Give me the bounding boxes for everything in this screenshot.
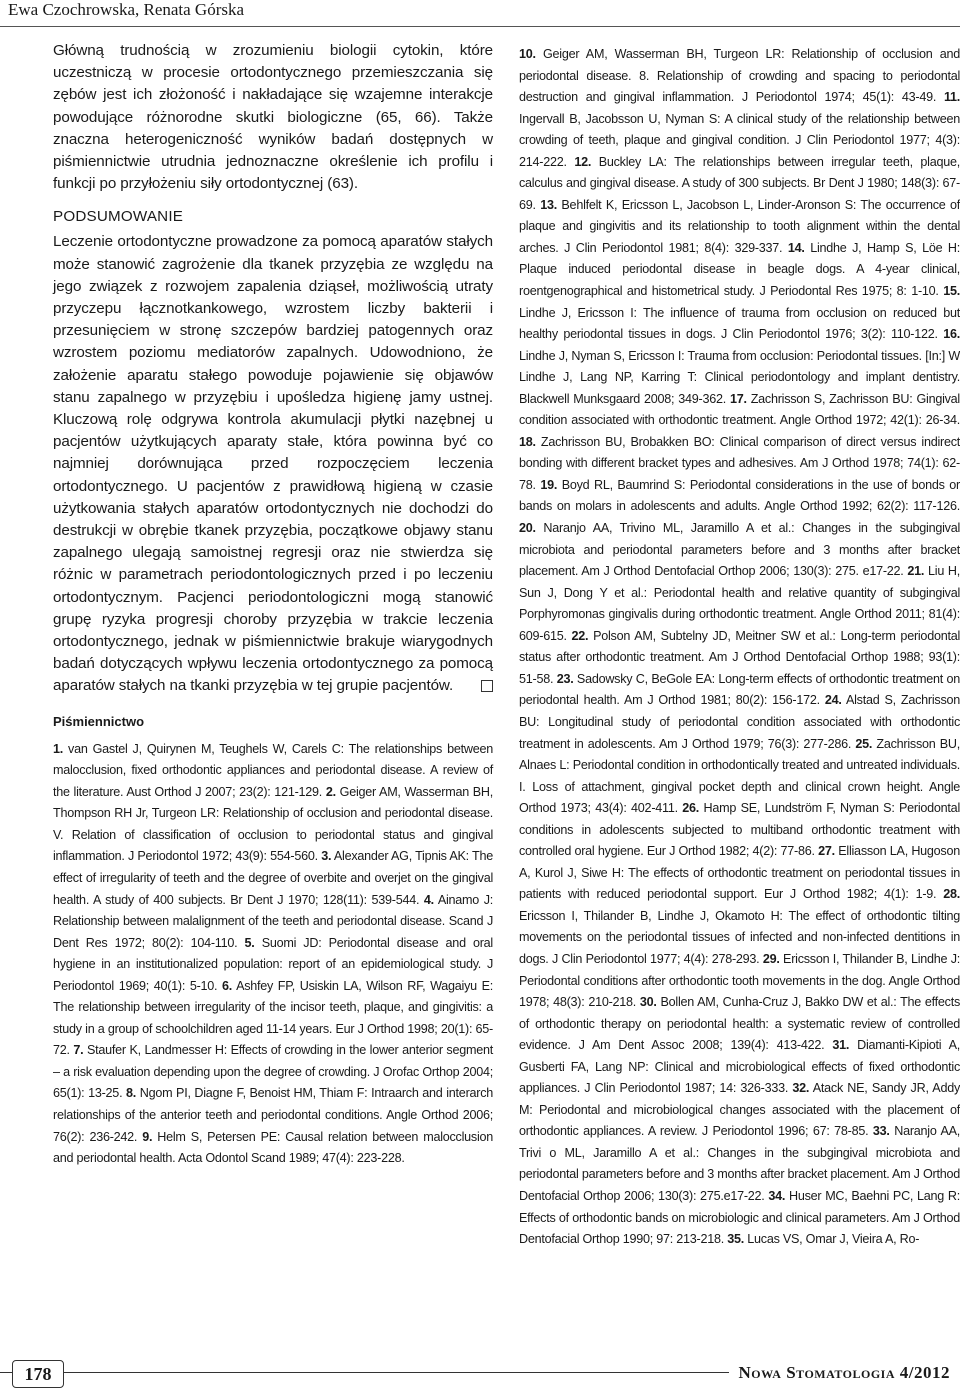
references-list-right (519, 44, 960, 1251)
reference-text: Liu H, Sun J, Dong Y et al.: Periodontal health and relative quantity of subgingival Porphyromonas gingivalis during orthodontic treatment. Angle Orthod 2011; 81(4): 609-615. (519, 564, 960, 643)
reference-text: Ainamo J: Relationship between malalignment of the teeth and periodontal disease. Scand J Dent Res 1972; 80(2): 104-110. (53, 892, 493, 950)
reference-text: Ericsson I, Thilander B, Lindhe J, Okamoto H: The effect of orthodontic tilting movements on the periodontal tissues of infected and non-infected dentitions in dogs. J Clin Periodontol 1977; 4(4): 278-293. (519, 908, 960, 966)
reference-number: 5. (244, 935, 255, 950)
reference-number: 23. (556, 671, 574, 686)
reference-number: 16. (943, 327, 960, 342)
reference-text: Lucas VS, Omar J, Vieira A, Ro- (744, 1232, 920, 1247)
reference-number: 29. (762, 951, 780, 966)
reference-number: 30. (639, 995, 657, 1010)
reference-text: Zachrisson BU, Alnaes L: Periodontal condition in orthodontically treated and untreated individuals. I. Loss of attachment, gingival pocket depth and clinical crown height. Angle Orthod 1973; 43(4): 402-411. (519, 736, 960, 816)
reference-text: Bollen AM, Cunha-Cruz J, Bakko DW et al.: The effects of orthodontic therapy on periodontal health: a systematic review of controlled evidence. J Am Dent Assoc 2008; 139(4): 413-422. (519, 995, 960, 1053)
reference-text: Geiger AM, Wasserman BH, Turgeon LR: Relationship of occlusion and periodontal disease. 8. Relationship of crowding and spacing to periodontal destruction and gingival inflammation. J Periodontol 1974; 45(1): 43-49. (519, 47, 960, 105)
reference-number: 7. (73, 1043, 84, 1058)
reference-text: Zachrisson S, Zachrisson BU: Gingival condition associated with orthodontic treatment. Angle Orthod 1972; 42(1): 26-34. (519, 391, 960, 428)
reference-number: 35. (727, 1232, 745, 1247)
reference-number: 18. (519, 434, 536, 449)
end-of-article-mark (481, 680, 493, 692)
reference-text: Staufer K, Landmesser H: Effects of crowding in the lower anterior segment – a risk evaluation depending upon the degree of crowding. J Orofac Orthop 2004; 65(1): 13-25. (53, 1043, 493, 1101)
reference-text: Alstad S, Zachrisson BU: Longitudinal study of periodontal condition associated with orthodontic treatment in adolescents. Am J Orthod 1979; 76(3): 277-286. (519, 693, 960, 751)
reference-text: Geiger AM, Wasserman BH, Thompson RH Jr, Turgeon LR: Relationship of occlusion and periodontal disease. V. Relation of classification of occlusion to periodontal status and gingival inflammation. J Periodontol 1972; 43(9): 554-560. (53, 784, 493, 864)
reference-number: 20. (519, 521, 536, 536)
references-heading: Piśmiennictwo (53, 713, 145, 729)
reference-text: Helm S, Petersen PE: Causal relation between malocclusion and periodontal health. Acta Odontol Scand 1989; 47(4): 223-228. (53, 1129, 493, 1166)
reference-number: 34. (768, 1188, 786, 1203)
reference-number: 9. (142, 1129, 153, 1144)
reference-number: 28. (943, 887, 960, 902)
journal-name: Nowa Stomatologia 4/2012 (729, 1360, 960, 1386)
reference-text: Lindhe J, Ericsson I: The influence of trauma from occlusion on reduced but healthy periodontal tissues in dogs. J Clin Periodontol 1976; 3(2): 110-122. (519, 305, 960, 342)
header-rule (0, 26, 960, 27)
running-head-authors: Ewa Czochrowska, Renata Górska (8, 0, 245, 19)
reference-number: 22. (571, 628, 589, 643)
reference-text: Alexander AG, Tipnis AK: The effect of irregularity of teeth and the degree of overbite and overjet on the gingival health. A study of 400 subjects. Br Dent J 1970; 128(11): 539-544. (53, 849, 494, 907)
reference-number: 1. (53, 741, 64, 756)
reference-number: 6. (222, 978, 233, 993)
reference-text: Ngom PI, Diagne F, Benoist HM, Thiam F: Intraarch and interarch relationships of the anterior teeth and periodontal conditions. Angle Orthod 2006; 76(2): 236-242. (53, 1086, 494, 1144)
reference-text: Ashfey FP, Usiskin LA, Wilson RF, Wagaiyu E: The relationship between irregularity of the incisor teeth, plaque, and gingivitis: a study in a group of schoolchildren aged 11-14 years. Eur J Orthod 1998; 20(1): 65-72. (53, 978, 494, 1058)
reference-text: Ingervall B, Jacobsson U, Nyman S: A clinical study of the relationship between crowding of teeth, plaque and gingival condition. J Clin Periodontol 1977; 4(3): 214-222. (519, 111, 960, 169)
reference-number: 25. (855, 736, 873, 751)
reference-text: Lindhe J, Hamp S, Löe H: Plaque induced periodontal disease in beagle dogs. A 4-year clinical, roentgenographical and histometrical study. J Periodontal Res 1975; 8: 1-10. (519, 240, 960, 299)
reference-number: 19. (540, 477, 558, 492)
reference-number: 31. (832, 1038, 850, 1053)
reference-text: Hamp SE, Lundström F, Nyman S: Periodontal conditions in adolescents subjected to multiband orthodontic treatment with controlled oral hygiene. Eur J Orthod 1982; 4(2): 77-86. (519, 801, 960, 859)
reference-text: Boyd RL, Baumrind S: Periodontal considerations in the use of bonds or bands on molars in adolescents and adults. Angle Orthod 1992; 62(2): 117-126. (519, 477, 960, 514)
reference-number: 15. (943, 284, 960, 299)
reference-number: 12. (574, 154, 592, 169)
reference-number: 33. (872, 1124, 890, 1139)
reference-number: 10. (519, 47, 536, 61)
reference-number: 11. (943, 90, 960, 105)
reference-number: 17. (729, 391, 747, 406)
reference-text: Buckley LA: The relationships between irregular teeth, plaque, calculus and gingival disease. A study of 300 subjects. Br Dent J 1980; 148(3): 67-69. (519, 154, 960, 212)
reference-text: Naranjo AA, Trivino ML, Jaramillo A et al.: Changes in the subgingival microbiota and periodontal parameters before and 3 months after bracket placement. Am J Orthod Dentofacial Orthop 2006; 130(3): 275. e17-22. (519, 521, 960, 579)
reference-text: Diamanti-Kipioti A, Gusberti FA, Lang NP: Clinical and microbiological effects of fixed orthodontic appliances. J Clin Periodontol 1987; 14: 326-333. (519, 1038, 960, 1096)
reference-number: 13. (540, 197, 557, 212)
reference-number: 32. (792, 1081, 810, 1096)
footer-rule-left (0, 1372, 12, 1373)
reference-number: 21. (907, 564, 925, 579)
intro-paragraph: Główną trudnością w zrozumieniu biologii cytokin, które uczestniczą w procesie ortodontycznego przemieszczania się zębów jest ich złożoność i nakładające się wzajemne interakcje powodujące różnorodne skutki biologiczne (65, 66). Także znaczna heterogeniczność wyników badań dostępnych w piśmiennictwie utrudnia jednoznaczne określenie ich profilu i funkcji po przyłożeniu siły ortodontycznej (63). (53, 42, 493, 193)
reference-number: 24. (824, 693, 842, 708)
summary-text: Leczenie ortodontyczne prowadzone za pomocą aparatów stałych może stanowić zagrożenie dla tkanek przyzębia ze względu na jego związek z rozwojem zapalenia dziąseł, możliwością utraty przyczepu łącznotkankowego, wzrostem liczby bakterii i przesunięciem w stronę szczepów bardziej patogennych oraz wzrostem poziomu mediatorów zapalnych. Udowodniono, że założenie aparatu stałego powoduje pojawienie się objawów stanu zapalnego w przyzębiu i upośledza higienę jamy ustnej. Kluczową rolę odgrywa kontrola akumulacji płytki nazębnej u pacjentów użytkujących aparaty stałe, która powinna być co najmniej dorównująca przed rozpoczęciem leczenia ortodontycznego. U pacjentów z prawidłową higieną w czasie użytkowania stałych aparatów ortodontycznych nie dochodzi do destrukcji w obrębie tkanek przyzębia, początkowe objawy stanu zapalnego ulegają samoistnej regresji oraz nie stwierdza się różnic w parametrach periodontologicznych przed i po leczeniu ortodontycznym. Pacjenci periodontologiczni mogą stanowić grupę ryzyka progresji choroby przyzębia w trakcie leczenia ortodontycznego, jednak w piśmiennictwie brakuje wiarygodnych badań dotyczących wpływu leczenia ortodontycznego za pomocą aparatów stałych na tkanki przyzębia w tej grupie pacjentów. (53, 233, 493, 695)
reference-text: Naranjo AA, Trivi o ML, Jaramillo A et al.: Changes in the subgingival microbiota and periodontal parameters before and 3 months after bracket placement. Am J Orthod Dentofacial Orthop 2006; 130(3): 275.e17-22. (519, 1124, 960, 1203)
reference-number: 8. (126, 1086, 137, 1101)
reference-text: Polson AM, Subtelny JD, Meitner SW et al.: Long-term periodontal status after orthodontic treatment. Am J Orthod Dentofacial Orthop 1988; 93(1): 51-58. (519, 628, 960, 686)
reference-number: 3. (321, 849, 332, 864)
reference-text: Sadowsky C, BeGole EA: Long-term effects of orthodontic treatment on periodontal health. Am J Orthod 1981; 80(2): 156-172. (519, 671, 960, 708)
reference-text: Zachrisson BU, Brobakken BO: Clinical comparison of direct versus indirect bonding with different bracket types and adhesives. Am J Orthod 1978; 74(1): 62-78. (519, 434, 960, 492)
reference-text: Suomi JD: Periodontal disease and oral hygiene in an institutionalized population: report of an epidemiological study. J Periodontol 1969; 40(1): 5-10. (53, 935, 493, 993)
references-list-left (53, 739, 493, 1170)
reference-number: 2. (325, 784, 336, 799)
reference-text: Lindhe J, Nyman S, Ericsson I: Trauma from occlusion: Periodontal tissues. [In:] W Lindhe J, Lang NP, Karring T: Clinical periodontology and implant dentistry. Blackwell Munksgaard 2008; 349-362. (519, 348, 960, 406)
reference-number: 27. (818, 844, 835, 859)
reference-number: 26. (682, 801, 700, 816)
reference-number: 14. (787, 240, 805, 255)
reference-text: Atack NE, Sandy JR, Addy M: Periodontal and microbiological changes associated with the placement of orthodontic appliances. A review. J Periodontol 1996; 67: 78-85. (519, 1081, 960, 1139)
summary-heading: PODSUMOWANIE (53, 208, 184, 226)
reference-number: 4. (423, 892, 434, 907)
page-number: 178 (12, 1360, 64, 1388)
summary-paragraph (53, 231, 493, 697)
reference-text: Behlfelt K, Ericsson L, Jacobson L, Linder-Aronson S: The occurrence of plaque and gingivitis and its relationship to tooth alignment within the dental arches. J Clin Periodontol 1981; 8(4): 329-337. (519, 197, 960, 255)
reference-text: van Gastel J, Quirynen M, Teughels W, Carels C: The relationships between malocclusion, fixed orthodontic appliances and periodontal disease. A review of the literature. Aust Orthod J 2007; 23(2): 121-129. (53, 741, 493, 799)
reference-text: Ericsson I, Thilander B, Lindhe J: Periodontal conditions after orthodontic tooth movements in the dog. Angle Orthod 1978; 48(3): 210-218. (519, 951, 960, 1010)
reference-text: Huser MC, Baehni PC, Lang R: Effects of orthodontic bands on microbiologic and clinical parameters. Am J Orthod Dentofacial Orthop 1990; 97: 213-218. (519, 1188, 960, 1247)
reference-text: Elliasson LA, Hugoson A, Kurol J, Siwe H: The effects of orthodontic treatment on periodontal tissues in patients with reduced periodontal support. Eur J Orthod 1982; 4(1): 1-9. (519, 844, 960, 902)
left-column (53, 40, 493, 1170)
